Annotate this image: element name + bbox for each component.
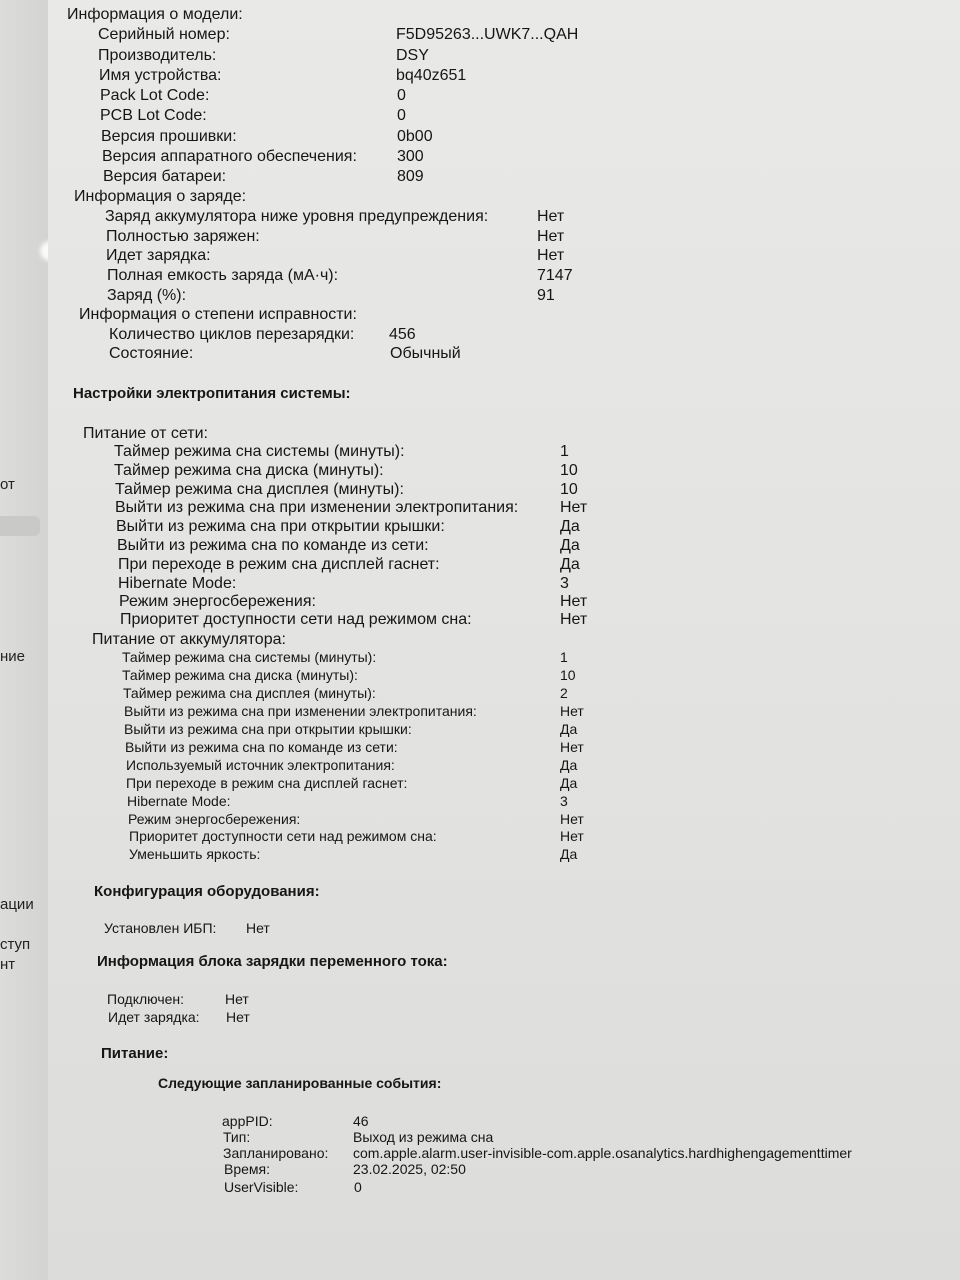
info-value: 91 (537, 287, 555, 304)
info-label: Приоритет доступности сети над режимом сна: (120, 611, 472, 628)
info-value: Да (560, 556, 580, 573)
info-label: Производитель: (98, 47, 217, 64)
info-value: 0 (397, 107, 406, 124)
info-value: Обычный (390, 345, 461, 362)
info-value: 3 (560, 793, 568, 809)
info-label: Выйти из режима сна при открытии крышки: (116, 518, 445, 535)
hardware-config-header: Конфигурация оборудования: (94, 883, 320, 900)
power-settings-header: Настройки электропитания системы: (73, 385, 351, 402)
info-label: Приоритет доступности сети над режимом сна: (129, 828, 437, 844)
info-label: Состояние: (109, 345, 194, 362)
ac-charger-header: Информация блока зарядки переменного тока: (97, 953, 448, 970)
info-label: Таймер режима сна диска (минуты): (122, 667, 358, 683)
info-value: 1 (560, 649, 568, 665)
info-label: Тип: (223, 1129, 251, 1145)
info-value: Да (560, 518, 580, 535)
model-info-header: Информация о модели: (67, 6, 243, 23)
sidebar-item-fragment[interactable]: ступ (0, 936, 31, 953)
scheduled-events-header: Следующие запланированные события: (158, 1075, 442, 1091)
info-label: Выйти из режима сна при изменении электропитания: (115, 499, 519, 516)
info-value: Нет (246, 920, 270, 936)
info-label: Режим энергосбережения: (128, 811, 301, 827)
info-label: Hibernate Mode: (127, 793, 231, 809)
info-value: 0 (397, 87, 406, 104)
info-label: Таймер режима сна диска (минуты): (114, 462, 384, 479)
sidebar (0, 0, 49, 1280)
battery-power-header: Питание от аккумулятора: (92, 631, 286, 648)
info-value: Нет (225, 991, 249, 1007)
info-value: 7147 (537, 267, 573, 284)
info-label: Полная емкость заряда (мА·ч): (107, 267, 339, 284)
info-value: Нет (560, 611, 588, 628)
info-label: Время: (224, 1161, 271, 1177)
info-value: Нет (560, 499, 588, 516)
info-value: Да (560, 721, 578, 737)
info-value: 46 (353, 1113, 369, 1129)
info-label: Серийный номер: (98, 26, 230, 43)
sidebar-item-fragment[interactable]: ние (0, 648, 26, 665)
info-value: Нет (537, 208, 565, 225)
info-label: Используемый источник электропитания: (126, 757, 395, 773)
info-value: Нет (560, 593, 588, 610)
info-value: DSY (396, 47, 429, 64)
info-label: Выйти из режима сна по команде из сети: (125, 739, 398, 755)
info-value: 0 (354, 1179, 362, 1195)
info-value: 10 (560, 667, 576, 683)
info-label: Версия прошивки: (101, 128, 237, 145)
info-label: Версия батареи: (103, 168, 227, 185)
info-label: Hibernate Mode: (118, 575, 237, 592)
info-label: Pack Lot Code: (100, 87, 210, 104)
info-label: При переходе в режим сна дисплей гаснет: (126, 775, 408, 791)
info-value: com.apple.alarm.user-invisible-com.apple.osanalytics.hardhighengagementtimer (353, 1145, 852, 1161)
info-value: Да (560, 537, 580, 554)
info-value: 0b00 (397, 128, 433, 145)
info-label: Идет зарядка: (106, 247, 211, 264)
info-label: Установлен ИБП: (104, 920, 217, 936)
info-label: Версия аппаратного обеспечения: (102, 148, 357, 165)
info-label: PCB Lot Code: (100, 107, 207, 124)
info-label: Режим энергосбережения: (119, 593, 316, 610)
sidebar-selected-item[interactable] (0, 516, 40, 536)
info-value: 809 (397, 168, 424, 185)
info-value: Нет (226, 1009, 250, 1025)
sidebar-item-fragment[interactable]: нт (0, 956, 16, 973)
power-events-header: Питание: (101, 1045, 169, 1062)
info-value: Да (560, 846, 578, 862)
info-value: 23.02.2025, 02:50 (353, 1161, 466, 1177)
info-value: 456 (389, 326, 416, 343)
info-value: Нет (560, 703, 584, 719)
info-value: Нет (537, 247, 565, 264)
info-label: Заряд (%): (107, 287, 187, 304)
info-label: Подключен: (107, 991, 185, 1007)
info-value: 10 (560, 462, 578, 479)
info-value: Нет (560, 828, 584, 844)
info-label: Таймер режима сна системы (минуты): (122, 649, 377, 665)
sidebar-item-fragment[interactable]: ации (0, 896, 34, 913)
info-value: Нет (560, 811, 584, 827)
info-label: UserVisible: (224, 1179, 299, 1195)
info-value: 10 (560, 481, 578, 498)
info-label: Количество циклов перезарядки: (109, 326, 355, 343)
info-value: Да (560, 775, 578, 791)
info-value: 1 (560, 443, 569, 460)
info-value: bq40z651 (396, 67, 467, 84)
info-label: При переходе в режим сна дисплей гаснет: (118, 556, 440, 573)
info-label: Выйти из режима сна при открытии крышки: (124, 721, 412, 737)
info-label: appPID: (222, 1113, 273, 1129)
info-label: Таймер режима сна дисплея (минуты): (115, 481, 404, 498)
info-value: F5D95263...UWK7...QAH (396, 26, 579, 43)
info-label: Уменьшить яркость: (129, 846, 261, 862)
charge-info-header: Информация о заряде: (74, 188, 247, 205)
info-label: Выйти из режима сна при изменении электропитания: (124, 703, 477, 719)
info-value: 300 (397, 148, 424, 165)
info-value: Нет (537, 228, 565, 245)
info-label: Таймер режима сна дисплея (минуты): (123, 685, 376, 701)
info-value: 2 (560, 685, 568, 701)
info-value: Нет (560, 739, 584, 755)
ac-power-header: Питание от сети: (83, 425, 208, 442)
info-label: Идет зарядка: (108, 1009, 200, 1025)
info-label: Полностью заряжен: (106, 228, 260, 245)
sidebar-item-fragment[interactable]: от (0, 476, 15, 493)
info-value: Да (560, 757, 578, 773)
info-value: Выход из режима сна (353, 1129, 494, 1145)
info-label: Заряд аккумулятора ниже уровня предупреждения: (105, 208, 489, 225)
health-info-header: Информация о степени исправности: (79, 306, 357, 323)
info-label: Выйти из режима сна по команде из сети: (117, 537, 429, 554)
info-label: Таймер режима сна системы (минуты): (114, 443, 405, 460)
info-value: 3 (560, 575, 569, 592)
system-report-content (48, 0, 960, 1280)
info-label: Имя устройства: (99, 67, 222, 84)
info-label: Запланировано: (223, 1145, 329, 1161)
